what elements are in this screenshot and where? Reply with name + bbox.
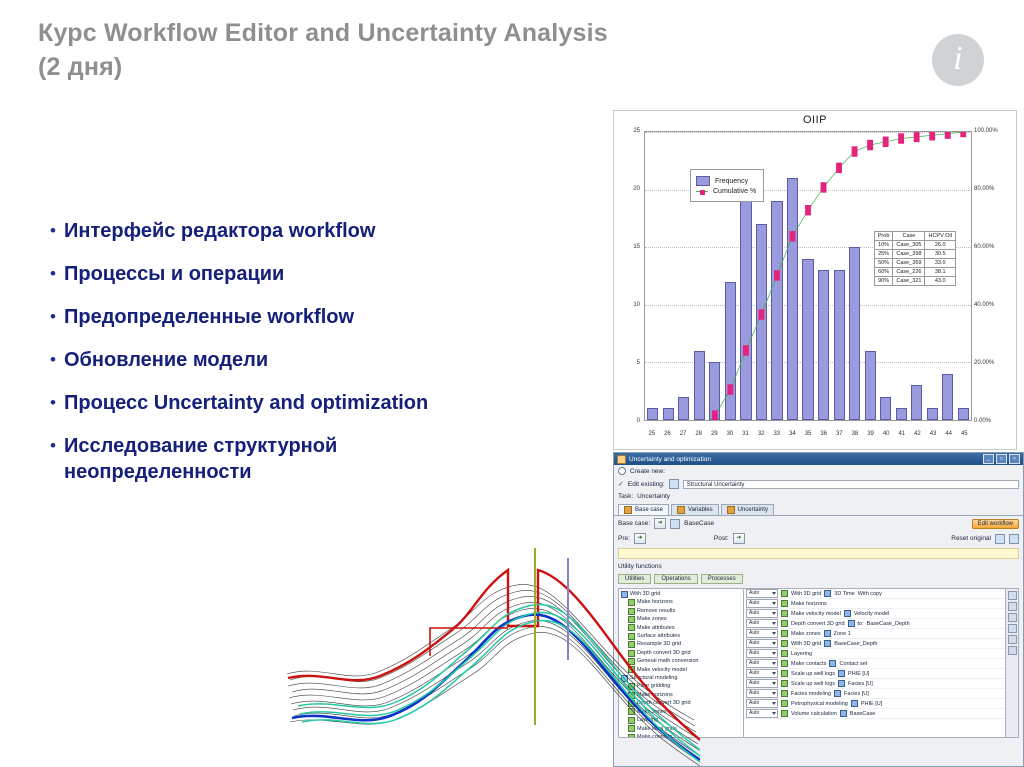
- workflow-step-row[interactable]: [744, 659, 1005, 669]
- x-tick-label: 45: [960, 431, 968, 437]
- x-tick-label: 28: [695, 431, 703, 437]
- col-case: Case: [893, 232, 925, 241]
- x-tick-label: 43: [929, 431, 937, 437]
- workflow-step-row[interactable]: [744, 669, 1005, 679]
- x-tick-label: 34: [789, 431, 796, 437]
- step-mode-select[interactable]: Auto: [746, 589, 778, 598]
- x-tick-label: 33: [773, 431, 781, 437]
- bullet-text: Интерфейс редактора workflow: [64, 220, 376, 242]
- step-target-label: Contact set: [839, 660, 868, 667]
- step-target-icon: [840, 710, 847, 717]
- x-tick-label: 30: [726, 431, 734, 437]
- list-item: [42, 433, 602, 485]
- tab-processes[interactable]: Processes: [701, 574, 743, 584]
- x-tick-label: 26: [664, 431, 671, 437]
- blue-curve: [292, 615, 700, 760]
- workflow-step-row[interactable]: [744, 699, 1005, 709]
- base-case-label: Base case:: [618, 520, 651, 527]
- step-operation-icon: [781, 680, 788, 687]
- step-operation-label: With 3D grid: [791, 590, 822, 597]
- bullet-marker-icon: •: [50, 264, 56, 283]
- step-target-label: 3D Time: [834, 590, 855, 597]
- step-operation-label: Depth convert 3D grid: [791, 620, 845, 627]
- step-mode-select[interactable]: Auto: [746, 639, 778, 648]
- step-target-label: Facies [U]: [844, 690, 869, 697]
- window-controls[interactable]: [983, 454, 1020, 464]
- window-titlebar: [614, 453, 1023, 465]
- chart-y-axis-left: [614, 128, 642, 424]
- tree-item-label: General math conversion: [637, 658, 699, 665]
- step-target-label: PHIE [U]: [848, 670, 870, 677]
- step-target-label: Zone 1: [833, 630, 851, 637]
- workflow-step-row[interactable]: [744, 609, 1005, 619]
- tree-item-label: Remove results: [637, 607, 676, 614]
- x-tick-label: 31: [742, 431, 749, 437]
- step-operation-label: Make velocity model: [791, 610, 841, 617]
- variables-icon: [677, 506, 685, 514]
- table-cell: 30.5: [925, 250, 956, 259]
- table-cell: 60%: [874, 268, 893, 277]
- uncertainty-icon: [727, 506, 735, 514]
- bullet-marker-icon: •: [50, 221, 56, 240]
- step-mode-select[interactable]: Auto: [746, 609, 778, 618]
- reset-original-label[interactable]: Reset original: [951, 535, 991, 542]
- cumulative-marker: [712, 410, 718, 420]
- step-target-icon: [838, 670, 845, 677]
- tree-item-label: Make zones: [637, 708, 667, 715]
- cumulative-marker: [852, 146, 858, 156]
- workflow-step-row[interactable]: [744, 689, 1005, 699]
- bullet-marker-icon: •: [50, 393, 56, 412]
- cumulative-marker: [774, 270, 780, 280]
- table-cell: 26.0: [925, 241, 956, 250]
- add-step-icon[interactable]: [1008, 591, 1017, 600]
- x-tick-label: 37: [835, 431, 843, 437]
- task-value: Uncertainty: [637, 493, 671, 500]
- tree-item-label: With 3D grid: [630, 591, 661, 597]
- table-row: [874, 259, 955, 268]
- table-cell: Case_369: [893, 259, 925, 268]
- cumulative-marker: [867, 140, 873, 150]
- step-operation-icon: [781, 620, 788, 627]
- step-mode-select[interactable]: Auto: [746, 679, 778, 688]
- table-cell: 43.0: [925, 277, 956, 286]
- step-target-icon: [824, 640, 831, 647]
- create-new-row[interactable]: [614, 465, 1023, 477]
- tree-item-label: Make horizons: [637, 691, 673, 698]
- paste-step-icon[interactable]: [1008, 646, 1017, 655]
- cumulative-marker: [883, 137, 889, 147]
- chart-x-axis: [644, 431, 972, 437]
- workflow-step-row[interactable]: [744, 629, 1005, 639]
- copy-step-icon[interactable]: [1008, 635, 1017, 644]
- maximize-icon[interactable]: □: [996, 454, 1007, 464]
- col-hcpv: HCPV Oil: [925, 232, 956, 241]
- tree-item-label: Make contacts: [637, 733, 673, 738]
- cumulative-marker: [945, 132, 951, 139]
- move-down-icon[interactable]: [1008, 624, 1017, 633]
- step-target-label: Velocity model: [853, 610, 890, 617]
- step-mode-select[interactable]: Auto: [746, 659, 778, 668]
- step-target-label: Facies [U]: [848, 680, 873, 687]
- table-header-row: [874, 232, 955, 241]
- bullet-text: Процесс Uncertainty and optimization: [64, 392, 429, 414]
- cumulative-marker: [727, 384, 733, 394]
- y2-tick-label: 60.00%: [974, 244, 995, 250]
- tab-variables[interactable]: Variables: [671, 504, 719, 515]
- x-tick-label: 40: [882, 431, 890, 437]
- step-mode-select[interactable]: Auto: [746, 649, 778, 658]
- tree-item-label: Structural modeling: [630, 675, 678, 682]
- case-icon: [670, 519, 680, 529]
- step-mode-select[interactable]: Auto: [746, 689, 778, 698]
- step-target-icon: [851, 700, 858, 707]
- y-tick-label: 10: [633, 302, 640, 308]
- table-row: [874, 250, 955, 259]
- table-cell: 38.1: [925, 268, 956, 277]
- step-target-label: PHIE [U]: [860, 700, 883, 707]
- step-target-icon: [824, 590, 831, 597]
- title-line-1: Курс Workflow Editor and Uncertainty Analysis: [38, 19, 608, 47]
- step-mode-select[interactable]: Auto: [746, 699, 778, 708]
- save-icon[interactable]: [995, 534, 1005, 544]
- bullet-marker-icon: •: [50, 436, 56, 455]
- workflow-icon: [669, 479, 679, 489]
- y2-tick-label: 20.00%: [974, 360, 995, 366]
- base-case-value: BaseCase: [684, 520, 715, 527]
- chart-y-axis-right: [972, 128, 1014, 424]
- x-tick-label: 32: [757, 431, 765, 437]
- info-icon: i: [953, 39, 963, 77]
- chart-legend: [690, 169, 764, 202]
- tab-base-case[interactable]: Base case: [618, 504, 669, 515]
- step-operation-icon: [781, 700, 788, 707]
- task-row: [614, 491, 1023, 502]
- tree-item-label: Surface attributes: [637, 633, 681, 640]
- check-icon: ✓: [618, 481, 624, 488]
- oiip-chart: [613, 110, 1017, 450]
- seismic-curves-graphic: [280, 530, 700, 767]
- cumulative-marker: [821, 182, 827, 192]
- workflow-steps-grid[interactable]: [744, 588, 1006, 738]
- x-tick-label: 29: [710, 431, 718, 437]
- cumulative-marker: [929, 132, 935, 140]
- step-operation-icon: [781, 590, 788, 597]
- step-target-label: to:: [857, 620, 864, 627]
- workflow-step-row[interactable]: [744, 599, 1005, 609]
- y2-tick-label: 40.00%: [974, 302, 995, 308]
- create-new-label: Create new:: [630, 467, 666, 475]
- bullet-text: Предопределенные workflow: [64, 306, 355, 328]
- step-operation-label: Layering: [791, 650, 813, 657]
- step-target-icon: [824, 630, 831, 637]
- table-cell: 33.0: [925, 259, 956, 268]
- x-tick-label: 38: [851, 431, 859, 437]
- tree-item-label: Make zones: [637, 616, 667, 623]
- chart-inset-table: [874, 231, 956, 286]
- workflow-step-row[interactable]: [744, 589, 1005, 599]
- table-cell: 25%: [874, 250, 893, 259]
- tree-item-label: Pillar gridding: [637, 683, 671, 690]
- bullet-marker-icon: •: [50, 307, 56, 326]
- table-cell: Case_321: [893, 277, 925, 286]
- y-tick-label: 5: [636, 360, 640, 366]
- tree-item-label: Depth convert 3D grid: [637, 700, 691, 707]
- y-tick-label: 25: [633, 128, 640, 134]
- step-operation-label: Facies modeling: [791, 690, 832, 697]
- step-operation-icon: [781, 650, 788, 657]
- curves-svg: [280, 530, 700, 767]
- step-mode-select[interactable]: Auto: [746, 669, 778, 678]
- table-cell: 90%: [874, 277, 893, 286]
- step-mode-select[interactable]: Auto: [746, 709, 778, 718]
- step-operation-label: Scale up well logs: [791, 670, 836, 677]
- x-tick-label: 27: [679, 431, 687, 437]
- step-operation-label: Make zones: [791, 630, 821, 637]
- step-target-label: BaseCase_Depth: [834, 640, 878, 647]
- step-operation-label: With 3D grid: [791, 640, 822, 647]
- step-operation-icon: [781, 630, 788, 637]
- x-tick-label: 42: [914, 431, 921, 437]
- utility-functions-label: Utility functions: [618, 563, 662, 570]
- bullet-text-second-line: неопределенности: [64, 461, 252, 483]
- tab-utilities[interactable]: Utilities: [618, 574, 651, 584]
- title-line-2: (2 дня): [38, 53, 123, 81]
- app-icon: [617, 455, 626, 464]
- step-mode-select[interactable]: Auto: [746, 599, 778, 608]
- y2-tick-label: 100.00%: [974, 128, 998, 134]
- step-target-icon: [838, 680, 845, 687]
- chart-plot-wrap: [644, 131, 972, 421]
- table-cell: Case_398: [893, 250, 925, 259]
- step-mode-select[interactable]: Auto: [746, 619, 778, 628]
- table-cell: 10%: [874, 241, 893, 250]
- col-prob: Prob: [874, 232, 893, 241]
- pre-label: Pre:: [618, 535, 630, 542]
- y-tick-label: 15: [633, 244, 640, 250]
- delete-step-icon[interactable]: [1008, 602, 1017, 611]
- tree-item-label: Make local grids: [637, 725, 677, 732]
- x-tick-label: 39: [867, 431, 874, 437]
- base-case-icon: [624, 506, 632, 514]
- info-logo: [932, 34, 984, 86]
- step-target-icon: [829, 660, 836, 667]
- cumulative-marker: [790, 231, 796, 241]
- step-target-label: BaseCase: [849, 710, 876, 717]
- tree-item-label: Make attributes: [637, 624, 675, 631]
- tree-item-label: Resample 3D grid: [637, 641, 682, 648]
- close-icon[interactable]: ×: [1009, 454, 1020, 464]
- step-operation-icon: [781, 710, 788, 717]
- cumulative-marker: [914, 132, 920, 142]
- legend-item-cumulative: Cumulative %: [696, 188, 756, 195]
- edit-existing-label: Edit existing:: [627, 480, 665, 488]
- step-target-icon: [844, 610, 851, 617]
- workflow-toolbar[interactable]: [1006, 588, 1019, 738]
- bullet-text: Процессы и операции: [64, 263, 285, 285]
- list-item: [42, 347, 602, 373]
- bullet-list: [42, 218, 602, 502]
- edit-existing-field[interactable]: Structural Uncertainty: [683, 480, 1019, 489]
- step-target-icon: [848, 620, 855, 627]
- bullet-text: Обновление модели: [64, 349, 269, 371]
- x-tick-label: 41: [898, 431, 906, 437]
- task-label: Task:: [618, 493, 634, 500]
- x-tick-label: 44: [945, 431, 953, 437]
- edit-workflow-button[interactable]: Edit workflow: [972, 519, 1019, 529]
- page-title: [38, 16, 898, 84]
- workflow-step-row[interactable]: [744, 679, 1005, 689]
- step-operation-icon: [781, 640, 788, 647]
- x-tick-label: 25: [648, 431, 656, 437]
- tree-item-label: Make horizons: [637, 599, 673, 606]
- cumulative-marker: [836, 163, 842, 173]
- table-cell: Case_226: [893, 268, 925, 277]
- table-row: [874, 277, 955, 286]
- workflow-step-row[interactable]: [744, 709, 1005, 719]
- workflow-step-row[interactable]: [744, 619, 1005, 629]
- step-operation-label: Scale up well logs: [791, 680, 836, 687]
- step-operation-label: Petrophysical modeling: [791, 700, 848, 707]
- table-row: [874, 268, 955, 277]
- cumulative-marker: [743, 345, 749, 355]
- step-operation-icon: [781, 600, 788, 607]
- y2-tick-label: 80.00%: [974, 186, 995, 192]
- step-operation-label: Make horizons: [791, 600, 827, 607]
- y-tick-label: 20: [633, 186, 640, 192]
- bullet-text: Исследование структурной неопределенности: [64, 435, 338, 483]
- step-operation-icon: [781, 610, 788, 617]
- step-operation-icon: [781, 670, 788, 677]
- cumulative-marker: [805, 205, 811, 215]
- edit-existing-row[interactable]: [614, 477, 1023, 491]
- step-operation-icon: [781, 660, 788, 667]
- line-swatch-icon: [696, 191, 708, 192]
- cumulative-marker: [960, 132, 966, 137]
- legend-item-frequency: Frequency: [696, 176, 756, 186]
- list-item: [42, 218, 602, 244]
- table-cell: 50%: [874, 259, 893, 268]
- step-extra-label: BaseCase_Depth: [866, 620, 910, 627]
- bullet-marker-icon: •: [50, 350, 56, 369]
- step-operation-label: Make contacts: [791, 660, 827, 667]
- tab-uncertainty[interactable]: Uncertainty: [721, 504, 774, 515]
- list-item: [42, 304, 602, 330]
- x-tick-label: 36: [820, 431, 828, 437]
- window-title: Uncertainty and optimization: [629, 455, 712, 463]
- tab-operations[interactable]: Operations: [654, 574, 697, 584]
- tree-item-label: Depth convert 3D grid: [637, 649, 691, 656]
- tree-item-label: Layering: [637, 717, 659, 724]
- x-tick-label: 35: [804, 431, 812, 437]
- open-icon[interactable]: [1009, 534, 1019, 544]
- table-cell: Case_305: [893, 241, 925, 250]
- move-up-icon[interactable]: [1008, 613, 1017, 622]
- workflow-step-row[interactable]: [744, 639, 1005, 649]
- insert-arrow-icon[interactable]: ➜: [654, 518, 666, 529]
- y2-tick-label: 0.00%: [974, 418, 992, 424]
- list-item: [42, 390, 602, 416]
- step-operation-icon: [781, 690, 788, 697]
- tree-item-label: Make velocity model: [637, 666, 687, 673]
- workflow-step-row[interactable]: [744, 649, 1005, 659]
- table-row: [874, 241, 955, 250]
- base-case-row[interactable]: [614, 516, 1023, 531]
- chart-title: OIIP: [802, 114, 827, 126]
- pre-arrow-icon[interactable]: ➜: [634, 533, 646, 544]
- list-item: [42, 261, 602, 287]
- create-new-radio[interactable]: [618, 467, 626, 475]
- cumulative-marker: [898, 133, 904, 143]
- step-mode-select[interactable]: Auto: [746, 629, 778, 638]
- cumulative-marker: [758, 309, 764, 319]
- minimize-icon[interactable]: _: [983, 454, 994, 464]
- post-arrow-icon[interactable]: ➜: [733, 533, 745, 544]
- step-target-icon: [834, 690, 841, 697]
- step-extra-label: With copy: [857, 590, 882, 597]
- tab-strip[interactable]: [614, 502, 1023, 516]
- step-operation-label: Volume calculation: [791, 710, 837, 717]
- post-label: Post:: [713, 535, 729, 542]
- bar-swatch-icon: [696, 176, 710, 186]
- y-tick-label: 0: [636, 418, 640, 424]
